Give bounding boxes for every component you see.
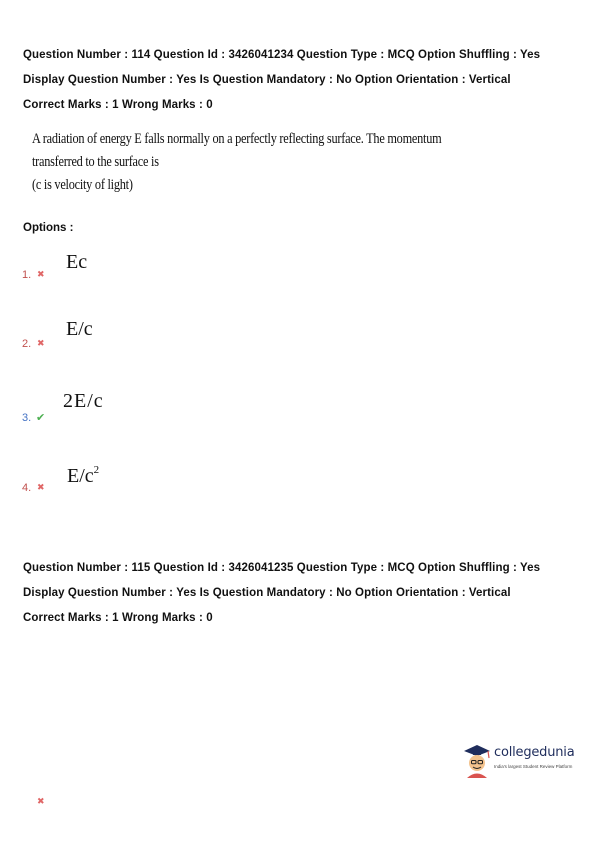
question-114-meta-line-1: Question Number : 114 Question Id : 3426041234 Question Type : MCQ Option Shuffling : Yes [23, 49, 541, 61]
question-115-meta-line-2: Display Question Number : Yes Is Question Mandatory : No Option Orientation : Vertical [23, 587, 511, 599]
question-115-meta-line-1: Question Number : 115 Question Id : 3426041235 Question Type : MCQ Option Shuffling : Yes [23, 562, 541, 574]
question-text-line: A radiation of energy E falls normally on a perfectly reflecting surface. The momentum [32, 131, 442, 147]
option-4-number: 4. [22, 482, 32, 494]
logo-tagline: India's largest Student Review Platform [494, 764, 573, 769]
question-114-meta-line-3: Correct Marks : 1 Wrong Marks : 0 [23, 99, 213, 111]
option-4-base: E/c [67, 465, 94, 487]
cross-mark-icon: ✖ [37, 269, 45, 279]
question-114-text [32, 128, 442, 197]
option-4-text [67, 464, 99, 488]
question-115-meta-line-3: Correct Marks : 1 Wrong Marks : 0 [23, 612, 213, 624]
option-4-exponent: 2 [93, 464, 100, 476]
option-2-text: E/c [66, 318, 93, 340]
options-label: Options : [23, 222, 74, 234]
option-1-number: 1. [22, 269, 32, 281]
question-114-meta-line-2: Display Question Number : Yes Is Question Mandatory : No Option Orientation : Vertical [23, 74, 511, 86]
option-2-number: 2. [22, 338, 32, 350]
check-mark-icon: ✔ [36, 412, 46, 424]
option-3-number: 3. [22, 412, 32, 424]
option-3-text: 2E/c [63, 390, 104, 412]
logo-name: collegedunia [494, 745, 575, 760]
cross-mark-icon: ✖ [37, 338, 45, 348]
question-text-line: (c is velocity of light) [32, 177, 133, 193]
collegedunia-logo [461, 742, 581, 782]
cross-mark-icon: ✖ [37, 796, 45, 806]
question-text-line: transferred to the surface is [32, 154, 159, 170]
cross-mark-icon: ✖ [37, 482, 45, 492]
student-avatar-icon [461, 742, 493, 778]
option-1-text: Ec [66, 251, 88, 273]
